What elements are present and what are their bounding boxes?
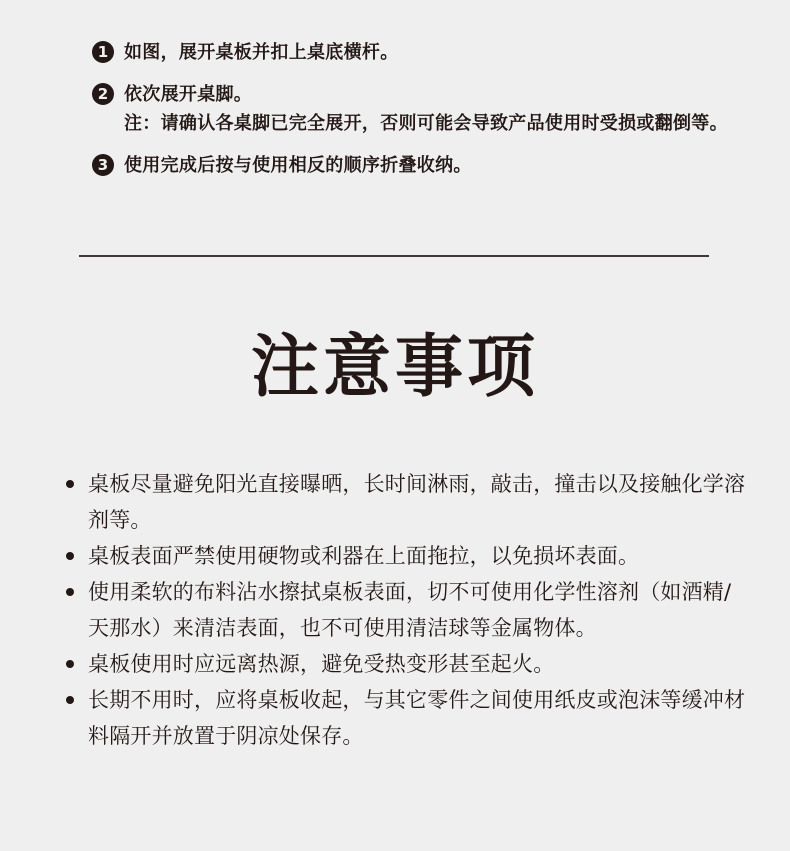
note-item [66,574,746,646]
step-2-body [124,80,728,138]
bullet-icon [66,696,74,704]
step-3-body [124,151,472,180]
note-text: 桌板尽量避免阳光直接曝晒，长时间淋雨，敲击，撞击以及接触化学溶剂等。 [88,472,746,532]
step-3 [92,151,742,180]
step-1-body [124,38,399,67]
note-item [66,466,746,538]
note-text: 桌板表面严禁使用硬物或利器在上面拖拉，以免损坏表面。 [88,544,640,568]
note-item [66,682,746,754]
bullet-icon [66,480,74,488]
section-title: 注意事项 [250,328,539,407]
notes-list [66,466,746,754]
section-divider [79,255,709,257]
step-2-text: 依次展开桌脚。 [124,84,253,105]
bullet-icon [66,588,74,596]
step-2-note: 注：请确认各桌脚已完全展开，否则可能会导致产品使用时受损或翻倒等。 [124,113,728,134]
bullet-icon [66,660,74,668]
bullet-icon [66,552,74,560]
assembly-steps [92,38,742,193]
step-2 [92,80,742,138]
step-3-text: 使用完成后按与使用相反的顺序折叠收纳。 [124,155,472,176]
step-number-3: 3 [92,154,114,176]
step-number-2: 2 [92,83,114,105]
step-number-1: 1 [92,41,114,63]
note-text: 使用柔软的布料沾水擦拭桌板表面，切不可使用化学性溶剂（如酒精/天那水）来清洁表面，也不可使用清洁球等金属物体。 [88,580,732,640]
note-item [66,538,746,574]
note-text: 桌板使用时应远离热源，避免受热变形甚至起火。 [88,652,555,676]
note-text: 长期不用时，应将桌板收起，与其它零件之间使用纸皮或泡沫等缓冲材料隔开并放置于阴凉处保存。 [88,688,746,748]
step-1-text: 如图，展开桌板并扣上桌底横杆。 [124,42,399,63]
note-item [66,646,746,682]
step-1 [92,38,742,67]
